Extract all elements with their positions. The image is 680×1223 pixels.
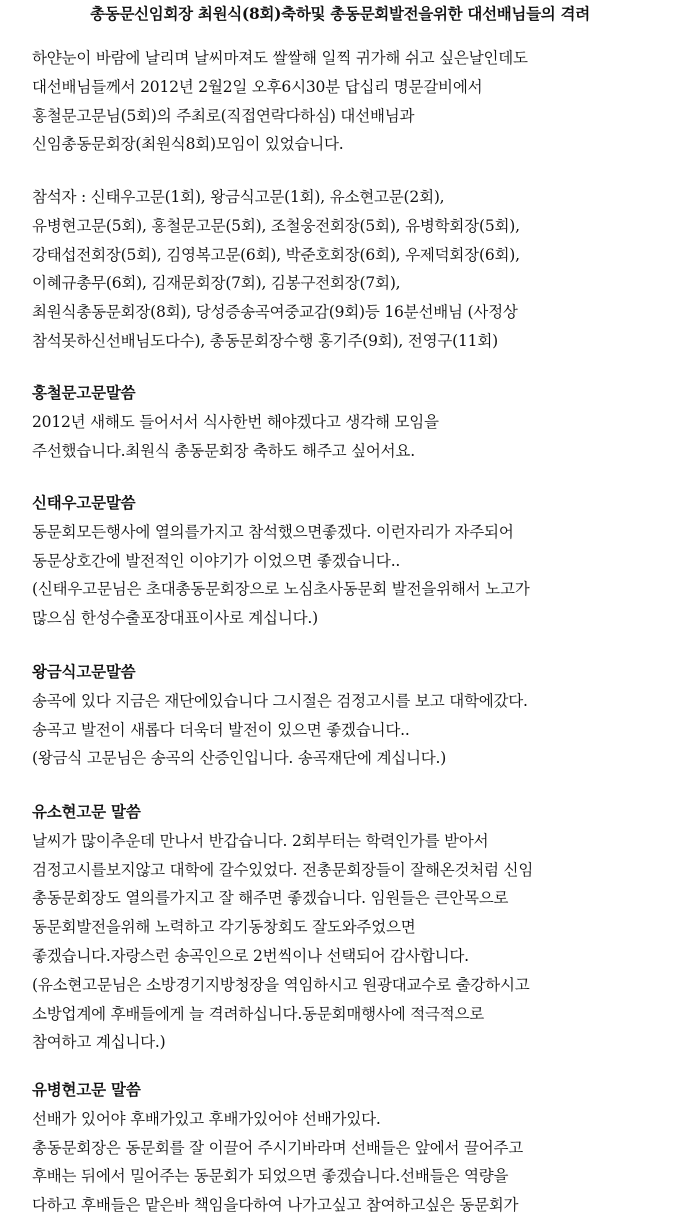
section-heading: 신태우고문말씀 <box>32 493 136 512</box>
attendees-line: 최원식총동문회장(8회), 당성증송곡여중교감(9회)등 16분선배님 (사정상 <box>32 303 518 322</box>
section-line: (유소현고문님은 소방경기지방청장을 역임하시고 원광대교수로 출강하시고 <box>32 975 530 994</box>
intro-line: 홍철문고문님(5회)의 주최로(직접연락다하심) 대선배님과 <box>32 106 415 125</box>
section-heading: 유병현고문 말씀 <box>32 1080 141 1099</box>
remarks-section <box>32 379 672 465</box>
section-line: 소방업계에 후배들에게 늘 격려하십니다.동문회매행사에 적극적으로 <box>32 1004 485 1023</box>
section-line: 많으심 한성수출포장대표이사로 계십니다.) <box>32 609 318 628</box>
section-line: 주선했습니다.최원식 총동문회장 축하도 해주고 싶어서요. <box>32 441 415 460</box>
section-line: 선배가 있어야 후배가있고 후배가있어야 선배가있다. <box>32 1109 381 1128</box>
section-heading: 왕금식고문말씀 <box>32 662 136 681</box>
section-line: 후배는 뒤에서 밀어주는 동문회가 되었으면 좋겠습니다.선배들은 역량을 <box>32 1167 509 1186</box>
section-line: (신태우고문님은 초대총동문회장으로 노심초사동문회 발전을위해서 노고가 <box>32 580 530 599</box>
section-line: 송곡에 있다 지금은 재단에있습니다 그시절은 검정고시를 보고 대학에갔다. <box>32 691 528 710</box>
section-line: 총동문회장은 동문회를 잘 이끌어 주시기바라며 선배들은 앞에서 끌어주고 <box>32 1138 524 1157</box>
remarks-section <box>32 1076 672 1220</box>
section-line: 좋겠습니다.자랑스런 송곡인으로 2번씩이나 선택되어 감사합니다. <box>32 946 469 965</box>
attendees-line: 참석못하신선배님도다수), 총동문회장수행 홍기주(9회), 전영구(11회) <box>32 331 498 350</box>
section-line: 송곡고 발전이 새롭다 더욱더 발전이 있으면 좋겠습니다.. <box>32 720 410 739</box>
remarks-section <box>32 489 672 633</box>
section-line: 참여하고 계십니다.) <box>32 1033 166 1052</box>
intro-paragraph <box>32 44 672 159</box>
section-line: 날씨가 많이추운데 만나서 반갑습니다. 2회부터는 학력인가를 받아서 <box>32 831 489 850</box>
attendees-line: 참석자 : 신태우고문(1회), 왕금식고문(1회), 유소현고문(2회), <box>32 188 445 206</box>
document-title: 총동문신임회장 최원식(8회)축하및 총동문회발전을위한 대선배님들의 격려 <box>90 4 590 23</box>
attendees-line: 이혜규총무(6회), 김재문회장(7회), 김봉구전회장(7회), <box>32 274 401 293</box>
intro-line: 신임총동문회장(최원식8회)모임이 있었습니다. <box>32 135 344 154</box>
section-line: 다하고 후배들은 맡은바 책임을다하여 나가고싶고 참여하고싶은 동문회가 <box>32 1196 519 1215</box>
intro-line: 대선배님들께서 2012년 2월2일 오후6시30분 답십리 명문갈비에서 <box>32 77 483 96</box>
remarks-section <box>32 658 672 773</box>
section-line: 총동문회장도 열의를가지고 잘 해주면 좋겠습니다. 임원들은 큰안목으로 <box>32 889 509 908</box>
section-line: 2012년 새해도 들어서서 식사한번 해야겠다고 생각해 모임을 <box>32 412 439 431</box>
section-line: 동문상호간에 발전적인 이야기가 이었으면 좋겠습니다.. <box>32 551 401 570</box>
section-line: 검정고시를보지않고 대학에 갈수있었다. 전총문회장들이 잘해온것처럼 신임 <box>32 860 534 879</box>
section-line: 동문회모든행사에 열의를가지고 참석했으면좋겠다. 이런자리가 자주되어 <box>32 522 514 541</box>
remarks-section <box>32 798 672 1057</box>
attendees-paragraph <box>32 183 672 356</box>
section-line: 동문회발전을위해 노력하고 각기동창회도 잘도와주었으면 <box>32 918 416 937</box>
attendees-line: 강태섭전회장(5회), 김영복고문(6회), 박준호회장(6회), 우제덕회장(6회), <box>32 245 520 264</box>
attendees-line: 유병현고문(5회), 홍철문고문(5회), 조철웅전회장(5회), 유병학회장(5회), <box>32 216 520 235</box>
section-line: (왕금식 고문님은 송곡의 산증인입니다. 송곡재단에 계십니다.) <box>32 749 447 768</box>
section-heading: 홍철문고문말씀 <box>32 383 136 402</box>
intro-line: 하얀눈이 바람에 날리며 날씨마져도 쌀쌀해 일찍 귀가해 쉬고 싶은날인데도 <box>32 49 528 67</box>
section-heading: 유소현고문 말씀 <box>32 802 141 821</box>
